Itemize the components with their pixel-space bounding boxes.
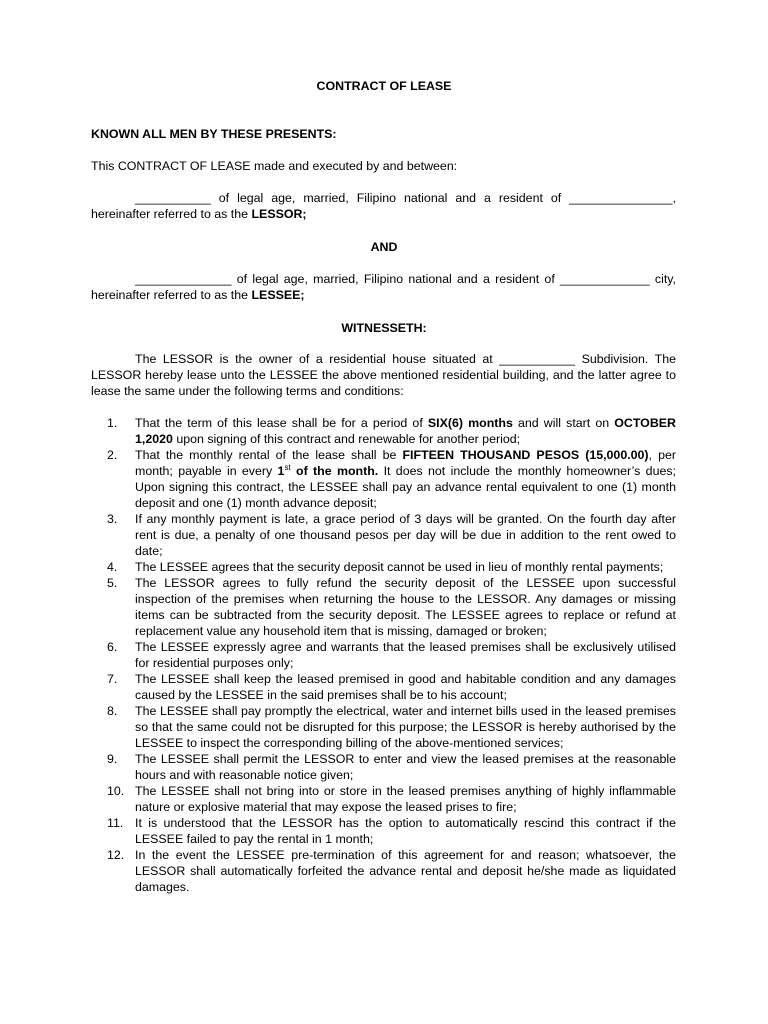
term-number: 8. xyxy=(107,704,118,718)
lessor-role: LESSOR; xyxy=(251,207,307,221)
term-item-2: 2. That the monthly rental of the lease shall be FIFTEEN THOUSAND PESOS (15,000.00), per month; payable in every 1st of the month. It does not include the monthly homeowner’s dues; Upon signing this contract, the LESSEE shall pay an advance rental equivalent to one (1) month deposit and one (1) month advance deposit; xyxy=(107,448,676,510)
term-number: 2. xyxy=(107,448,118,462)
intro-paragraph: This CONTRACT OF LEASE made and executed by and between: xyxy=(91,159,458,173)
recital-paragraph: The LESSOR is the owner of a residential house situated at ___________ Subdivision. The LESSOR hereby lease unto the LESSEE the above mentioned residential building, and the latter agree to lease the same under the following terms and conditions: xyxy=(91,352,677,398)
term-number: 1. xyxy=(107,416,118,430)
term-item-8: 8. The LESSEE shall pay promptly the electrical, water and internet bills used in the leased premises so that the same could not be disrupted for this purpose; the LESSOR is hereby authorised by the LESSEE to inspect the corresponding billing of the above-mentioned services; xyxy=(107,704,676,750)
term-item-6: 6. The LESSEE expressly agree and warrants that the leased premises shall be exclusively utilised for residential purposes only; xyxy=(107,640,676,670)
and-separator: AND xyxy=(370,240,398,254)
lessee-role: LESSEE; xyxy=(251,288,305,302)
lessee-name-blank: ______________ xyxy=(135,272,232,286)
term-number: 6. xyxy=(107,640,118,654)
witnesseth-heading: WITNESSETH: xyxy=(341,321,427,335)
lessee-residence-blank: _____________ xyxy=(560,272,650,286)
term-item-7: 7. The LESSEE shall keep the leased premised in good and habitable condition and any damages caused by the LESSEE in the said premises shall be to his account; xyxy=(107,672,676,702)
lessor-name-blank: ___________ xyxy=(135,191,211,205)
term-number: 11. xyxy=(107,816,124,830)
term-item-1: 1. That the term of this lease shall be for a period of SIX(6) months and will start on OCTOBER 1,2020 upon signing of this contract and renewable for another period; xyxy=(107,416,676,446)
term-item-12: 12. In the event the LESSEE pre-termination of this agreement for and reason; whatsoever, the LESSOR shall automatically forfeited the advance rental and deposit he/she made as liquidated damages. xyxy=(107,848,676,894)
term-number: 4. xyxy=(107,560,118,574)
term-item-4: 4. The LESSEE agrees that the security deposit cannot be used in lieu of monthly rental payments; xyxy=(107,560,664,574)
terms-list xyxy=(91,415,676,895)
term-item-11: 11. It is understood that the LESSOR has the option to automatically rescind this contract if the LESSEE failed to pay the rental in 1 month; xyxy=(107,816,676,846)
subdivision-blank: ___________ xyxy=(499,352,576,366)
term-number: 9. xyxy=(107,752,118,766)
term-item-10: 10. The LESSEE shall not bring into or store in the leased premises anything of highly inflammable nature or explosive material that may expose the leased prises to fire; xyxy=(107,784,676,814)
lessee-party-paragraph: ______________ of legal age, married, Filipino national and a resident of _____________ city, hereinafter referred to as the LESSEE; xyxy=(91,272,676,302)
document-title: CONTRACT OF LEASE xyxy=(316,79,452,93)
term-number: 3. xyxy=(107,512,118,526)
known-all-heading: KNOWN ALL MEN BY THESE PRESENTS: xyxy=(91,127,337,141)
term-item-9: 9. The LESSEE shall permit the LESSOR to enter and view the leased premises at the reasonable hours and with reasonable notice given; xyxy=(107,752,676,782)
term-item-5: 5. The LESSOR agrees to fully refund the security deposit of the LESSEE upon successful inspection of the premises when returning the house to the LESSOR. Any damages or missing items can be subtracted from the security deposit. The LESSEE agrees to replace or refund at replacement value any household item that is missing, damaged or broken; xyxy=(107,576,676,638)
term-number: 10. xyxy=(107,784,125,798)
lessor-residence-blank: _______________ xyxy=(569,191,673,205)
term-number: 12. xyxy=(107,848,125,862)
term-number: 5. xyxy=(107,576,118,590)
term-number: 7. xyxy=(107,672,118,686)
term-item-3: 3. If any monthly payment is late, a grace period of 3 days will be granted. On the fourth day after rent is due, a penalty of one thousand pesos per day will be due in addition to the rent owed to date; xyxy=(107,512,676,558)
lessor-party-paragraph: ___________ of legal age, married, Filipino national and a resident of _______________, hereinafter referred to as the LESSOR; xyxy=(91,191,676,221)
